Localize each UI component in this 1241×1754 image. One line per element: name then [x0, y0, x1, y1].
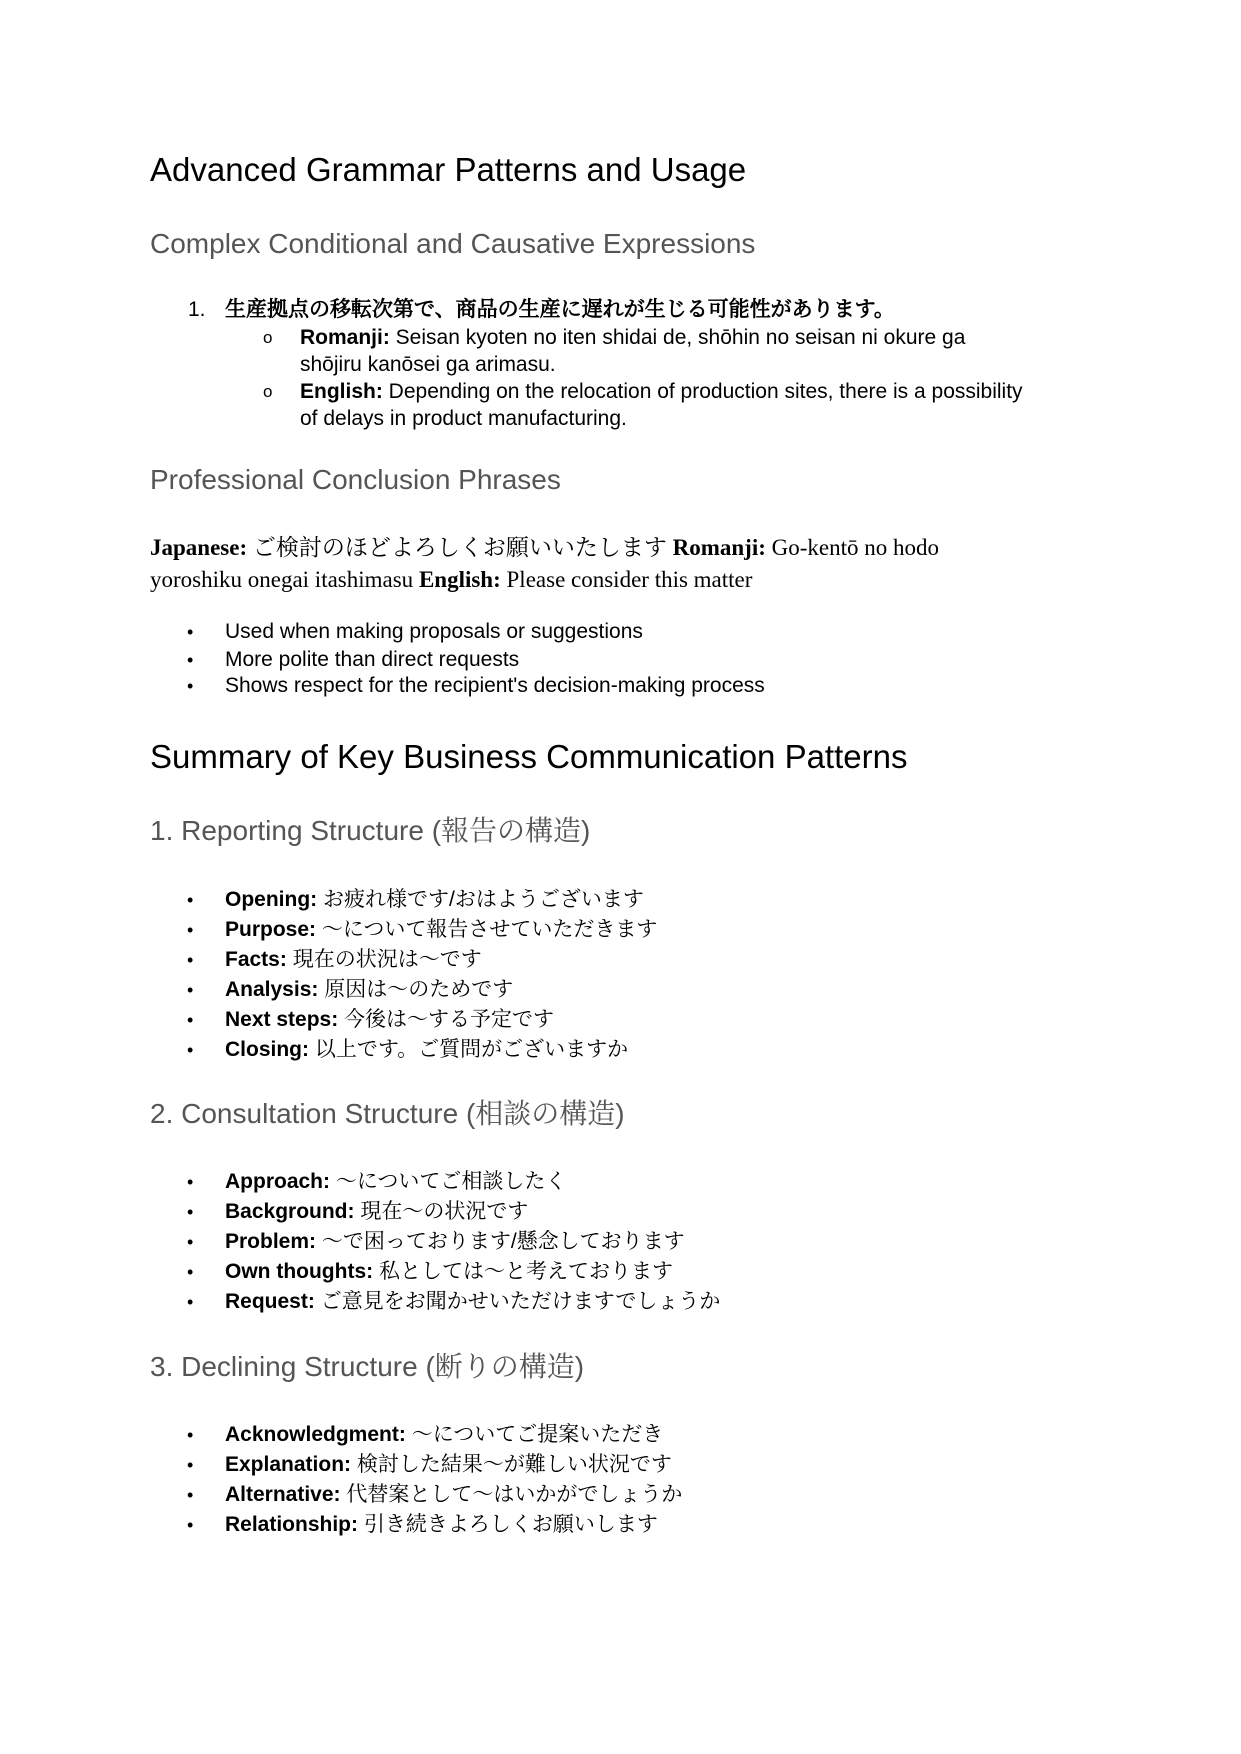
list-item: [150, 617, 765, 647]
list-item: [150, 975, 657, 1005]
bullet: •: [187, 1262, 194, 1282]
bullet: •: [187, 1425, 194, 1445]
list-item: [150, 1257, 720, 1287]
bullet: •: [187, 676, 194, 696]
list-item: [150, 915, 657, 945]
english-text: Please consider this matter: [500, 567, 753, 592]
item-text: お疲れ様です/おはようございます: [317, 888, 644, 911]
list-item: [150, 673, 765, 699]
item-label: Analysis:: [225, 978, 319, 1001]
list-item: [150, 1420, 682, 1450]
list-item: [150, 885, 657, 915]
conclusion-bullets: [150, 617, 765, 699]
list-item: [150, 1287, 720, 1317]
item-label: Explanation:: [225, 1453, 352, 1476]
bullet: •: [187, 1515, 194, 1535]
romanji-sub-item: [263, 324, 1110, 378]
declining-list: [150, 1420, 682, 1540]
bullet: •: [187, 622, 194, 642]
list-item-text: More polite than direct requests: [225, 648, 520, 671]
japanese-sentence: 生産拠点の移転次第で、商品の生産に遅れが生じる可能性があります。: [225, 298, 895, 321]
sub-bullet: o: [263, 382, 273, 401]
section-heading-consultation: 2. Consultation Structure (相談の構造): [150, 1098, 625, 1129]
item-text: 現在の状況は～です: [286, 948, 482, 971]
japanese-text: ご検討のほどよろしくお願いいたします: [247, 535, 673, 560]
item-text: ご意見をお聞かせいただけますでしょうか: [314, 1290, 721, 1313]
english-label: English:: [418, 567, 501, 592]
list-item: [150, 1510, 682, 1540]
list-item: [150, 1450, 682, 1480]
bullet: •: [187, 920, 194, 940]
item-number: 1.: [188, 298, 206, 321]
romanji-text: Seisan kyoten no iten shidai de, shōhin no seisan ni okure ga: [389, 326, 966, 349]
list-item: [150, 1167, 720, 1197]
item-text: 今後は～する予定です: [338, 1008, 555, 1031]
item-label: Alternative:: [225, 1483, 341, 1506]
item-text: 私としては～と考えております: [373, 1260, 673, 1283]
romanji-label: Romanji:: [672, 535, 766, 560]
item-label: Own thoughts:: [225, 1260, 374, 1283]
bullet: •: [187, 950, 194, 970]
romanji-text-continued: yoroshiku onegai itashimasu: [150, 567, 419, 592]
english-label: English:: [300, 380, 383, 403]
list-item: [150, 1227, 720, 1257]
bullet: •: [187, 980, 194, 1000]
item-text: 現在～の状況です: [354, 1200, 529, 1223]
bullet: •: [187, 1202, 194, 1222]
romanji-text: Go-kentō no hodo: [765, 535, 940, 560]
item-label: Purpose:: [225, 918, 317, 941]
item-label: Request:: [225, 1290, 315, 1313]
section-heading-declining: 3. Declining Structure (断りの構造): [150, 1351, 585, 1382]
item-label: Closing:: [225, 1038, 309, 1061]
section-heading-conditional: Complex Conditional and Causative Expressions: [150, 228, 756, 259]
list-item: [150, 647, 765, 673]
sub-bullet: o: [263, 328, 273, 347]
item-label: Approach:: [225, 1170, 330, 1193]
english-text-continued: of delays in product manufacturing.: [300, 407, 627, 430]
bullet: •: [187, 1455, 194, 1475]
list-item: [150, 1197, 720, 1227]
item-label: Problem:: [225, 1230, 317, 1253]
conclusion-phrase-paragraph: [150, 532, 1080, 596]
summary-title: Summary of Key Business Communication Patterns: [150, 738, 908, 775]
list-item-text: Used when making proposals or suggestions: [225, 620, 643, 643]
item-text: ～についてご提案いただき: [405, 1423, 664, 1446]
bullet: •: [187, 1232, 194, 1252]
list-item: [150, 945, 657, 975]
bullet: •: [187, 1010, 194, 1030]
item-text: 代替案として～はいかがでしょうか: [340, 1483, 683, 1506]
consultation-list: [150, 1167, 720, 1317]
bullet: •: [187, 650, 194, 670]
section-heading-conclusion: Professional Conclusion Phrases: [150, 464, 561, 495]
bullet: •: [187, 890, 194, 910]
romanji-text-continued: shōjiru kanōsei ga arimasu.: [300, 353, 556, 376]
reporting-list: [150, 885, 657, 1065]
section-heading-reporting: 1. Reporting Structure (報告の構造): [150, 815, 591, 846]
item-label: Facts:: [225, 948, 287, 971]
item-label: Relationship:: [225, 1513, 359, 1536]
romanji-label: Romanji:: [300, 326, 390, 349]
item-text: 検討した結果～が難しい状況です: [351, 1453, 672, 1476]
numbered-item-1: [188, 296, 895, 324]
english-text: Depending on the relocation of production sites, there is a possibility: [382, 380, 1023, 403]
list-item-text: Shows respect for the recipient's decision-making process: [225, 674, 765, 697]
list-item: [150, 1035, 657, 1065]
item-text: 原因は～のためです: [318, 978, 514, 1001]
bullet: •: [187, 1485, 194, 1505]
item-label: Background:: [225, 1200, 355, 1223]
item-text: ～について報告させていただきます: [316, 918, 658, 941]
list-item: [150, 1480, 682, 1510]
bullet: •: [187, 1040, 194, 1060]
item-label: Opening:: [225, 888, 318, 911]
english-sub-item: [263, 378, 1110, 432]
item-text: 引き続きよろしくお願いします: [358, 1513, 658, 1536]
japanese-label: Japanese:: [150, 535, 248, 560]
bullet: •: [187, 1292, 194, 1312]
bullet: •: [187, 1172, 194, 1192]
item-text: 以上です。ご質問がございますか: [309, 1038, 629, 1061]
item-text: ～で困っております/懸念しております: [316, 1230, 685, 1253]
page-title: Advanced Grammar Patterns and Usage: [150, 151, 747, 188]
item-text: ～についてご相談したく: [330, 1170, 567, 1193]
item-label: Acknowledgment:: [225, 1423, 406, 1446]
item-label: Next steps:: [225, 1008, 339, 1031]
list-item: [150, 1005, 657, 1035]
